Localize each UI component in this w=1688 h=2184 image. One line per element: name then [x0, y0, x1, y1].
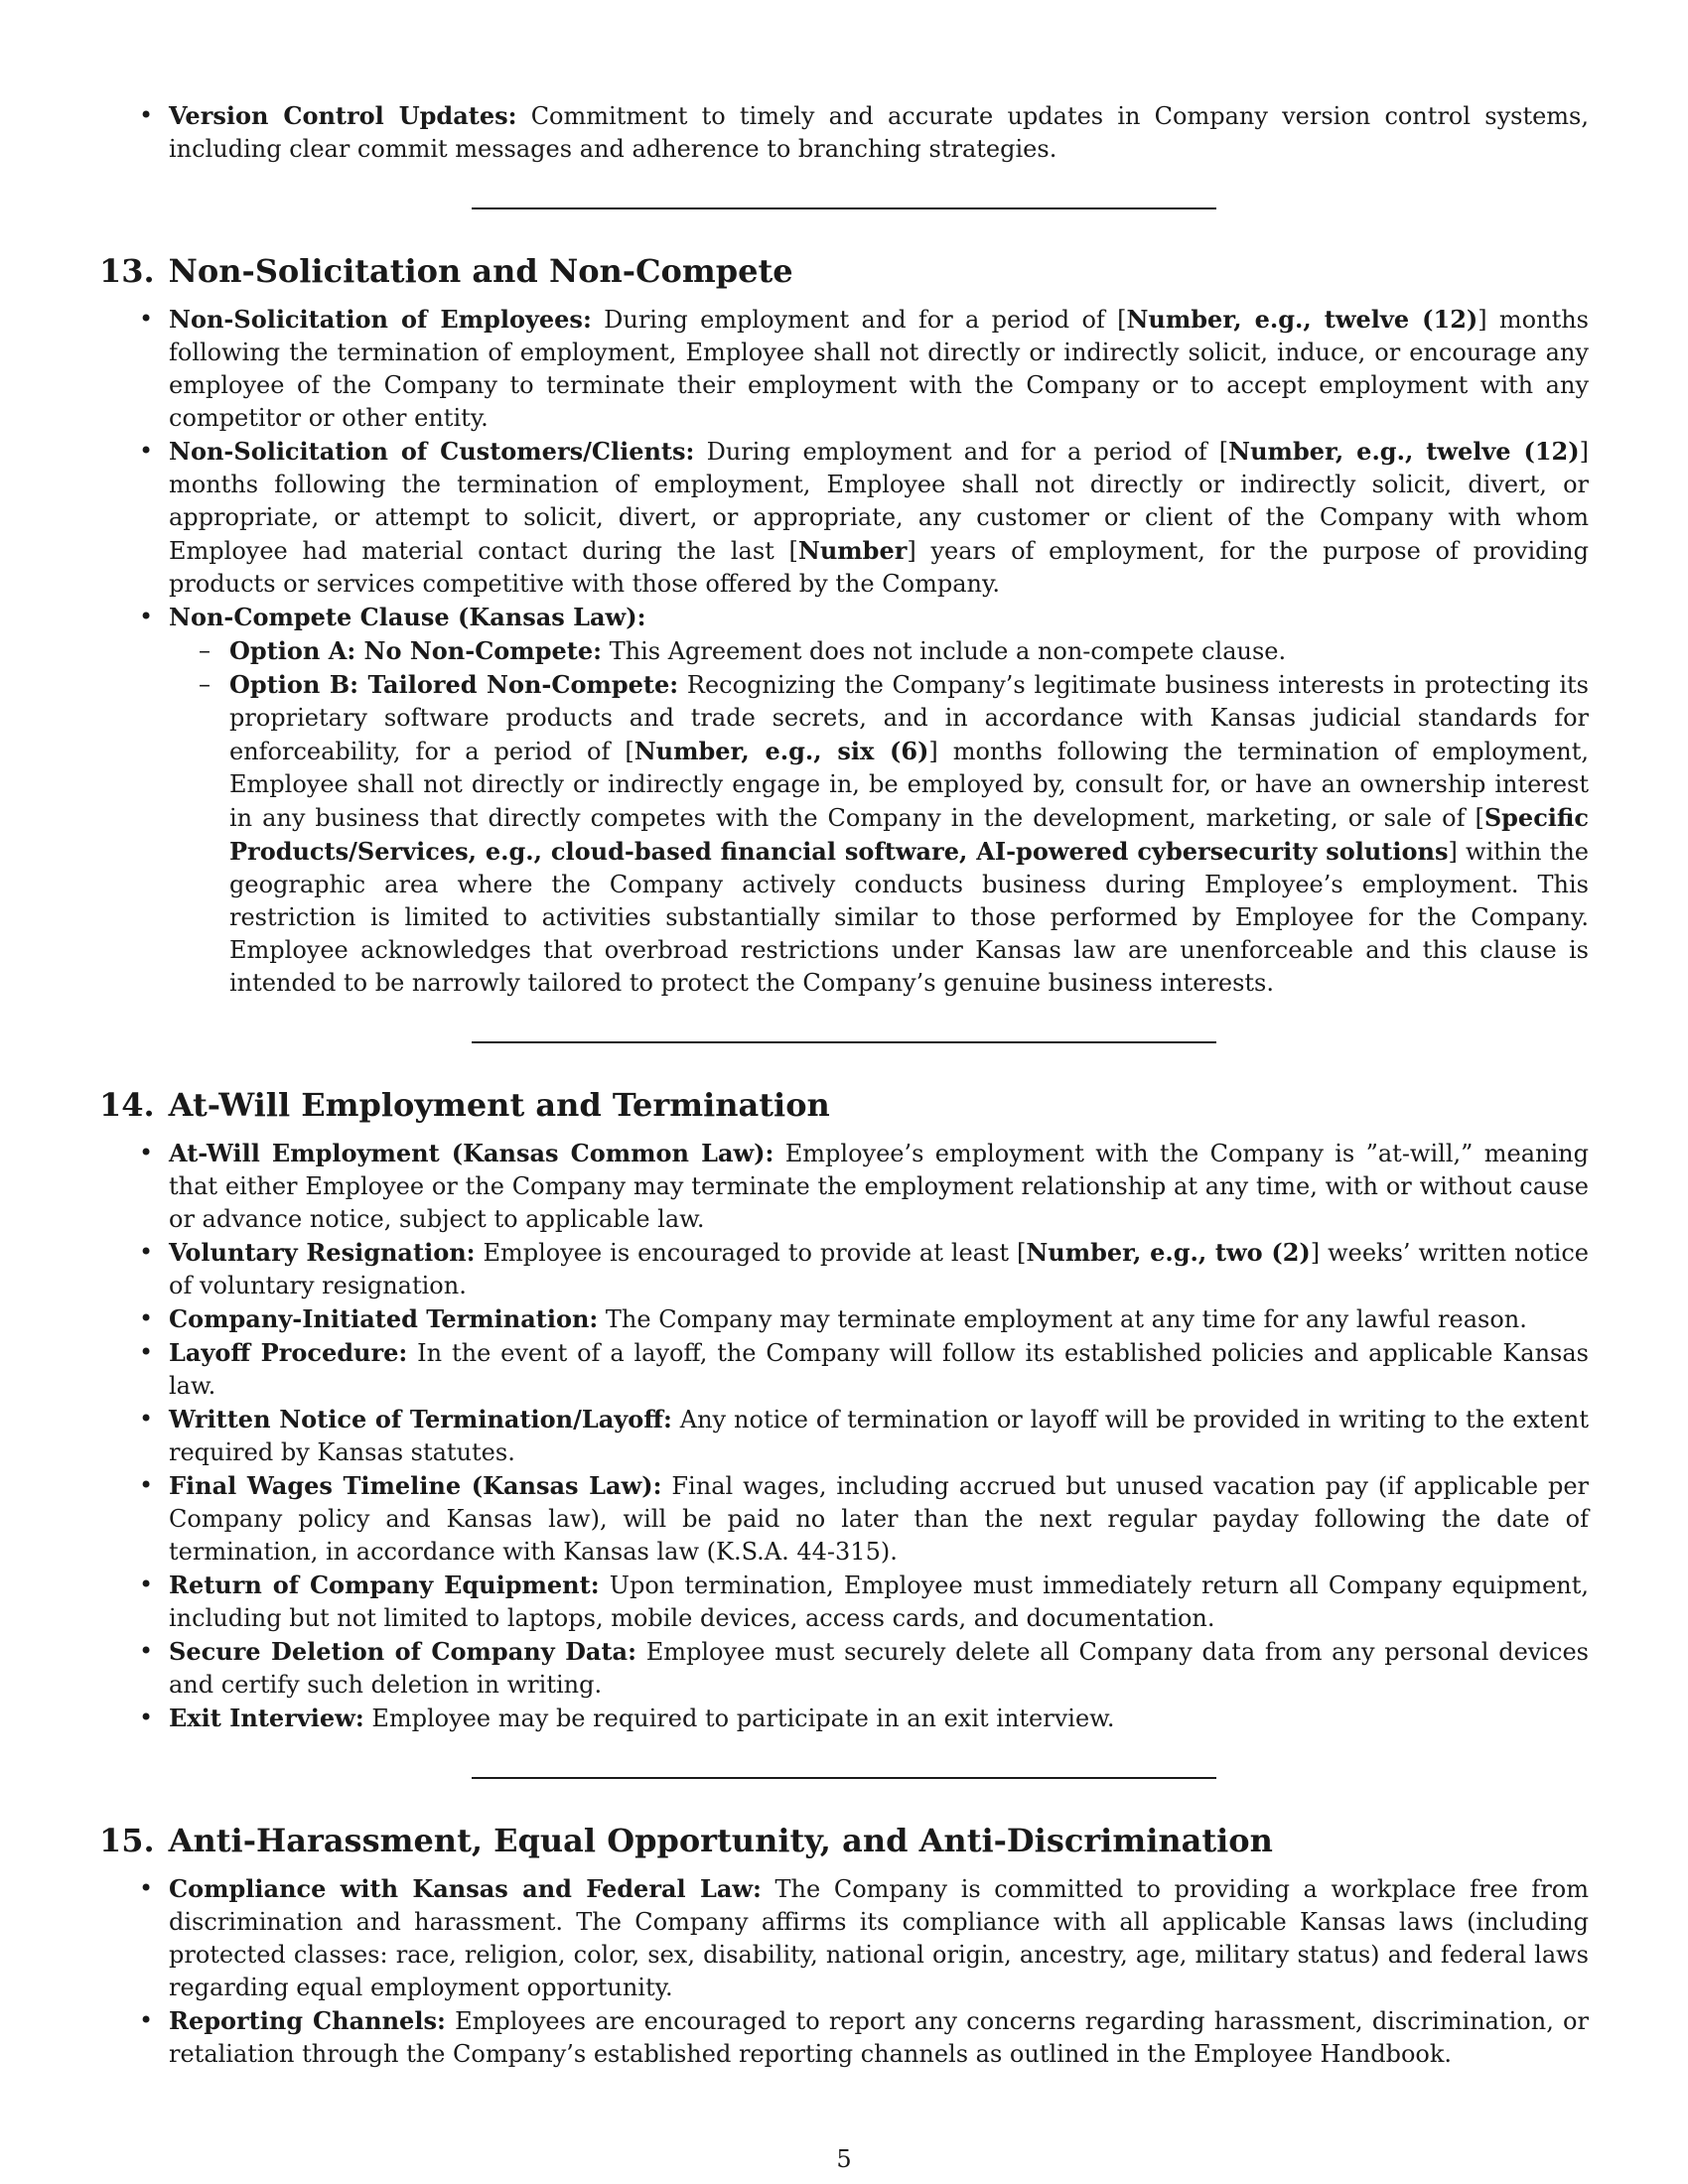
sub-list-item [169, 634, 1589, 668]
item-label: Exit Interview: [169, 1704, 364, 1732]
item-label: Return of Company Equipment: [169, 1570, 600, 1599]
item-text: This Agreement does not include a non-compete clause. [609, 637, 1287, 665]
section-heading [99, 251, 1589, 291]
sub-list-item [169, 668, 1589, 1000]
item-text: Employee is encouraged to provide at least [ [483, 1239, 1027, 1267]
item-label: At-Will Employment (Kansas Common Law): [169, 1139, 774, 1167]
sub-list [169, 634, 1589, 1000]
placeholder-text: Number, e.g., twelve (12) [1126, 305, 1478, 334]
list-item [99, 1469, 1589, 1569]
item-text: In the event of a layoff, the Company will follow its established policies and applicable Kansas law. [169, 1339, 1589, 1400]
list-item [99, 1302, 1589, 1336]
item-label: Voluntary Resignation: [169, 1238, 476, 1267]
placeholder-text: Number, e.g., two (2) [1026, 1238, 1311, 1267]
item-text: Upon termination, Employee must immediately return all Company equipment, including but not limited to laptops, mobile devices, access cards, and documentation. [169, 1571, 1590, 1632]
section-divider [472, 1777, 1216, 1779]
item-text: ] weeks’ written notice of voluntary resignation. [169, 1239, 1589, 1299]
item-label: Company-Initiated Termination: [169, 1304, 599, 1333]
list-item [99, 1569, 1589, 1635]
item-text: The Company is committed to providing a workplace free from discrimination and harassment. The Company affirms its compliance with all applicable Kansas laws (including protected classes: race, religion, color, sex, disability, national origin, ancestry, age, military status) and federal laws regarding equal employment opportunity. [169, 1875, 1589, 2001]
item-text: ] within the geographic area where the Company actively conducts business during Employee’s employment. This restriction is limited to activities substantially similar to those performed by Employee for the Company. Employee acknowledges that overbroad restrictions under Kansas law are unenforceable and this clause is intended to be narrowly tailored to protect the Company’s genuine business interests. [229, 838, 1589, 997]
item-text: The Company may terminate employment at any time for any lawful reason. [605, 1305, 1527, 1333]
item-text: Any notice of termination or layoff will be provided in writing to the extent required by Kansas statutes. [169, 1406, 1589, 1466]
list-item [99, 303, 1589, 435]
list-item [99, 601, 1589, 1000]
item-label: Compliance with Kansas and Federal Law: [169, 1874, 762, 1903]
list-item [99, 1336, 1589, 1403]
section-divider [472, 1041, 1216, 1043]
section-13-list [99, 303, 1589, 1000]
item-label: Non-Solicitation of Employees: [169, 305, 592, 334]
list-item [99, 1872, 1589, 2004]
placeholder-text: Number, e.g., six (6) [633, 737, 929, 765]
document-page [99, 99, 1589, 2071]
section-title: Non-Solicitation and Non-Compete [168, 252, 793, 290]
item-label: Layoff Procedure: [169, 1338, 408, 1367]
item-text: Employee may be required to participate in an exit interview. [371, 1705, 1115, 1732]
list-item [99, 435, 1589, 601]
placeholder-text: Number, e.g., twelve (12) [1228, 437, 1580, 466]
section-number: 14. [99, 1086, 155, 1124]
item-label: Secure Deletion of Company Data: [169, 1637, 636, 1666]
item-text: Recognizing the Company’s legitimate business interests in protecting its proprietary software products and trade secrets, and in accordance with Kansas judicial standards for enforceability, for a period of [ [229, 671, 1589, 765]
section-title: Anti-Harassment, Equal Opportunity, and Anti-Discrimination [168, 1822, 1273, 1859]
item-label: Reporting Channels: [169, 2006, 446, 2035]
item-text: During employment and for a period of [ [604, 306, 1127, 334]
item-label: Final Wages Timeline (Kansas Law): [169, 1471, 662, 1500]
placeholder-text: Number [797, 536, 908, 565]
list-item [99, 1137, 1589, 1236]
item-text: Employee’s employment with the Company is ”at-will,” meaning that either Employee or the Company may terminate the employment relationship at any time, with or without cause or advance notice, subject to applicable law. [169, 1140, 1589, 1233]
item-label: Non-Compete Clause (Kansas Law): [169, 603, 646, 631]
item-label: Written Notice of Termination/Layoff: [169, 1405, 672, 1433]
section-heading [99, 1085, 1589, 1125]
item-text: ] years of employment, for the purpose of providing products or services competitive with those offered by the Company. [169, 537, 1589, 598]
top-list [99, 99, 1589, 166]
item-label: Option B: Tailored Non-Compete: [229, 670, 679, 699]
item-text: ] months following the termination of employment, Employee shall not directly or indirectly engage in, be employed by, consult for, or have an ownership interest in any business that directly competes with the Company in the development, marketing, or sale of [ [229, 738, 1589, 832]
page-number: 5 [836, 2145, 852, 2173]
section-title: At-Will Employment and Termination [168, 1086, 830, 1124]
item-text: ] months following the termination of employment, Employee shall not directly or indirectly solicit, divert, or appropriate, or attempt to solicit, divert, or appropriate, any customer or client of the Company with whom Employee had material contact during the last [ [169, 438, 1589, 565]
section-divider [472, 207, 1216, 209]
item-text: Employees are encouraged to report any concerns regarding harassment, discrimination, or retaliation through the Company’s established reporting channels as outlined in the Employee Handbook. [169, 2007, 1589, 2068]
section-14-list [99, 1137, 1589, 1735]
item-label: Option A: No Non-Compete: [229, 636, 602, 665]
list-item [99, 1635, 1589, 1702]
item-label: Non-Solicitation of Customers/Clients: [169, 437, 695, 466]
item-text: Final wages, including accrued but unused vacation pay (if applicable per Company policy and Kansas law), will be paid no later than the next regular payday following the date of termination, in accordance with Kansas law (K.S.A. 44-315). [169, 1472, 1590, 1566]
section-15-list [99, 1872, 1589, 2071]
item-label: Version Control Updates: [169, 101, 517, 130]
list-item [99, 99, 1589, 166]
item-text: Employee must securely delete all Company data from any personal devices and certify such deletion in writing. [169, 1638, 1589, 1699]
item-text: Commitment to timely and accurate updates in Company version control systems, including clear commit messages and adherence to branching strategies. [169, 102, 1589, 163]
section-number: 15. [99, 1822, 155, 1859]
list-item [99, 1702, 1589, 1735]
list-item [99, 1403, 1589, 1469]
item-text: ] months following the termination of employment, Employee shall not directly or indirectly solicit, induce, or encourage any employee of the Company to terminate their employment with the Company or to accept employment with any competitor or other entity. [169, 306, 1590, 432]
section-number: 13. [99, 252, 155, 290]
list-item [99, 2004, 1589, 2071]
placeholder-text: Specific Products/Services, e.g., cloud-based financial software, AI-powered cybersecurity solutions [229, 803, 1589, 866]
item-text: During employment and for a period of [ [706, 438, 1229, 466]
section-heading [99, 1821, 1589, 1860]
list-item [99, 1236, 1589, 1302]
